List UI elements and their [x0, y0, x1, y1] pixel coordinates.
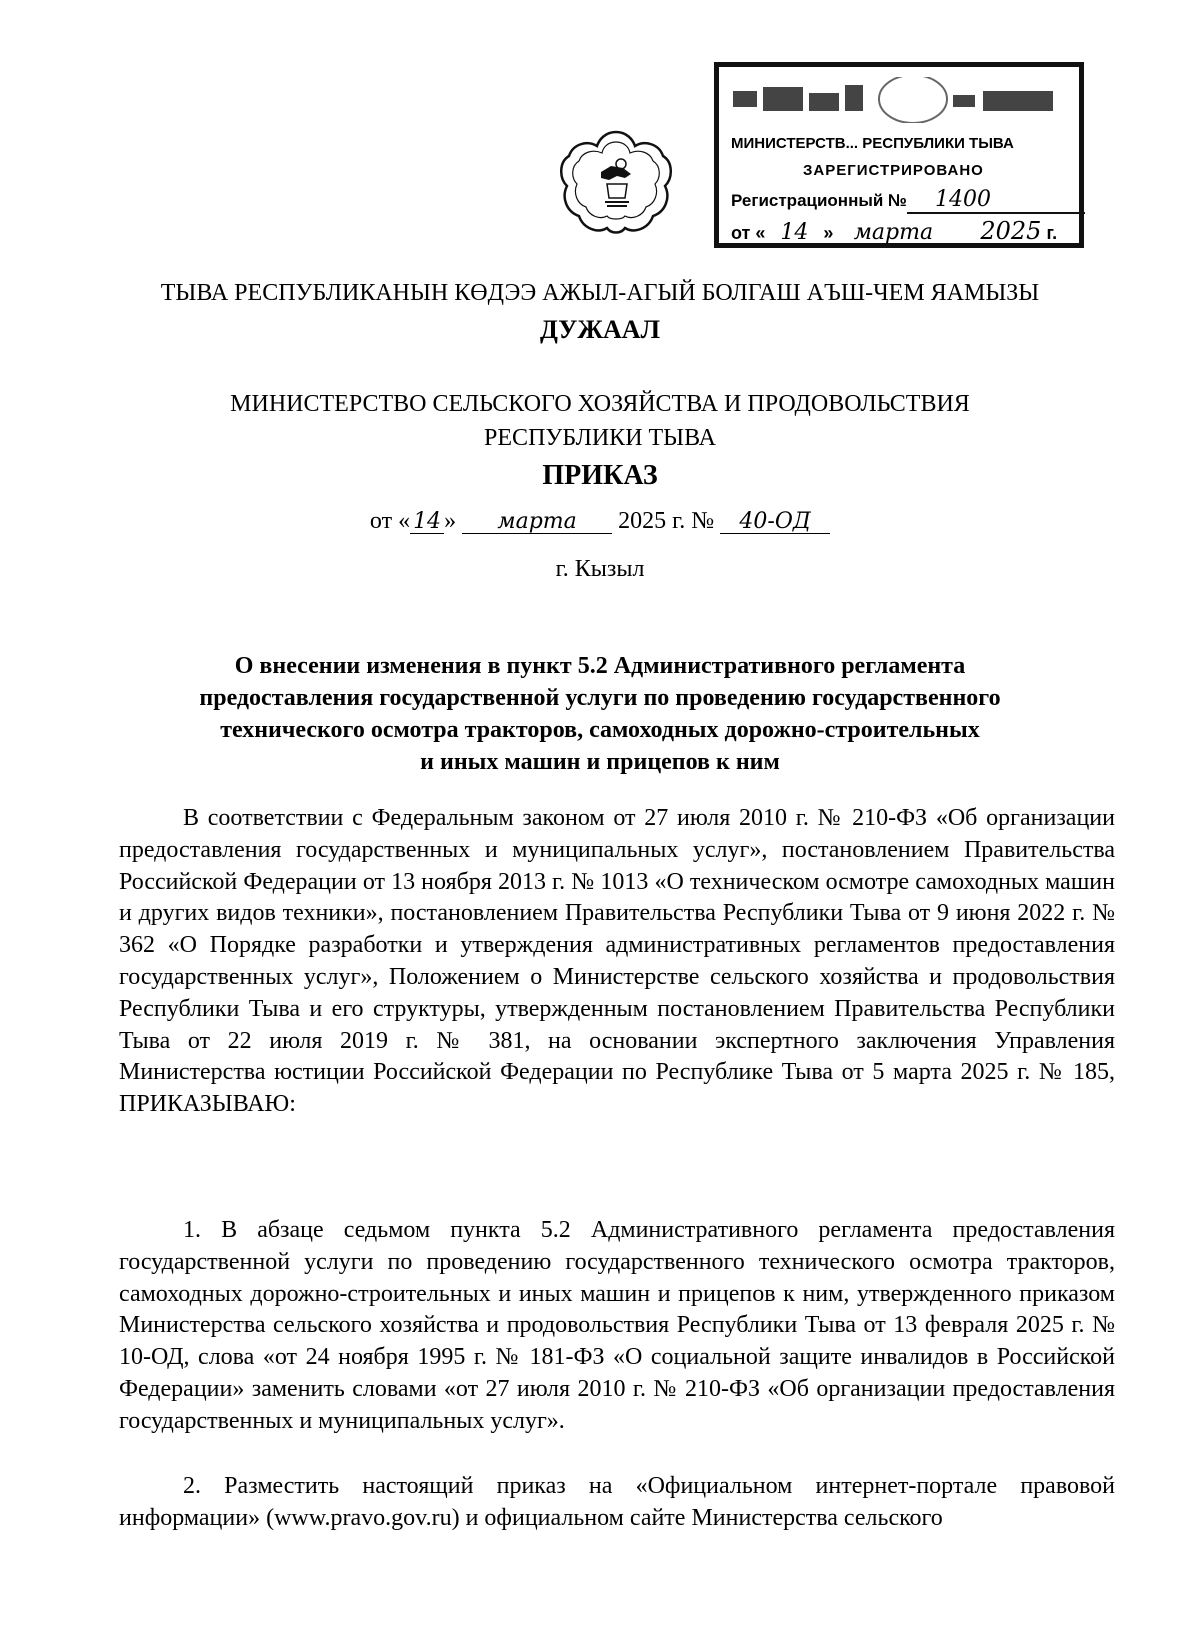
ministry-title-line1: МИНИСТЕРСТВО СЕЛЬСКОГО ХОЗЯЙСТВА И ПРОДОВОЛЬСТВИЯ [230, 391, 970, 417]
tuva-coat-of-arms-emblem [555, 128, 677, 236]
order-number: 40-ОД [720, 511, 830, 534]
stamp-registration-number-row [731, 187, 1085, 214]
stamp-reg-label: Регистрационный № [731, 191, 907, 210]
order-date-prefix: от « [369, 508, 411, 534]
subject-line-1: О внесении изменения в пункт 5.2 Административного регламента [234, 653, 966, 679]
stamp-date-prefix: от « [731, 223, 766, 243]
ministry-title-line2: РЕСПУБЛИКИ ТЫВА [484, 425, 716, 451]
order-item-2: 2. Разместить настоящий приказ на «Официальном интернет-портале правовой информации» (www.pravo.gov.ru) и официальном сайте Министерства сельского [119, 1473, 1115, 1531]
subject-line-4: и иных машин и прицепов к ним [420, 749, 780, 775]
order-date-mid: » [444, 508, 457, 534]
order-city: г. Кызыл [555, 556, 645, 582]
stamp-ministry-line: МИНИСТЕРСТВ... РЕСПУБЛИКИ ТЫВА [731, 135, 1014, 152]
stamp-date-row [731, 217, 1057, 247]
stamp-date-year: 2025 [953, 217, 1041, 247]
order-heading: ПРИКАЗ [542, 460, 658, 491]
stamp-date-mid: » [823, 223, 834, 243]
order-date-month: марта [462, 511, 612, 534]
stamp-date-day: 14 [765, 220, 823, 247]
tuvan-ministry-title: ТЫВА РЕСПУБЛИКАНЫН КӨДЭЭ АЖЫЛ-АГЫЙ БОЛГАШ АЪШ-ЧЕМ ЯАМЫЗЫ [160, 280, 1040, 306]
preamble-paragraph: В соответствии с Федеральным законом от 27 июля 2010 г. № 210-ФЗ «Об организации предоставления государственных и муниципальных услуг», постановлением Правительства Российской Федерации от 13 ноября 2013 г. № 1013 «О техническом осмотре самоходных машин и других видов техники», постановлением Правительства Республики Тыва от 9 июня 2022 г. № 362 «О Порядке разработки и утверждения административных регламентов предоставления государственных услуг», Положением о Министерстве сельского хозяйства и продовольствия Республики Тыва и его структуры, утвержденным постановлением Правительства Республики Тыва от 22 июля 2019 г. № 381, на основании экспертного заключения Управления Министерства юстиции Российской Федерации по Республике Тыва от 5 марта 2025 г. № 185, ПРИКАЗЫВАЮ: [119, 805, 1115, 1118]
subject-line-3: технического осмотра тракторов, самоходных дорожно-строительных [220, 717, 980, 743]
stamp-date-month: марта [838, 220, 948, 247]
order-date-year: 2025 г. № [618, 508, 715, 534]
stamp-seal-smudge [733, 77, 1063, 123]
stamp-reg-number: 1400 [907, 187, 1085, 214]
tuvan-order-heading: ДУЖААЛ [540, 315, 660, 344]
order-date-day: 14 [410, 511, 444, 534]
order-item-1: 1. В абзаце седьмом пункта 5.2 Административного регламента предоставления государственной услуги по проведению государственного технического осмотра тракторов, самоходных дорожно-строительных и иных машин и прицепов к ним, утвержденного приказом Министерства сельского хозяйства и продовольствия Республики Тыва от 13 февраля 2025 г. № 10-ОД, слова «от 24 ноября 1995 г. № 181-ФЗ «О социальной защите инвалидов в Российской Федерации» заменить словами «от 27 июля 2010 г. № 210-ФЗ «Об организации предоставления государственных и муниципальных услуг». [119, 1217, 1115, 1434]
order-date-line [0, 508, 1200, 535]
stamp-date-suffix: г. [1046, 223, 1058, 243]
order-subject [140, 650, 1060, 778]
registration-stamp [714, 62, 1084, 248]
subject-line-2: предоставления государственной услуги по проведению государственного [199, 685, 1001, 711]
stamp-registered-line: ЗАРЕГИСТРИРОВАНО [803, 162, 984, 179]
